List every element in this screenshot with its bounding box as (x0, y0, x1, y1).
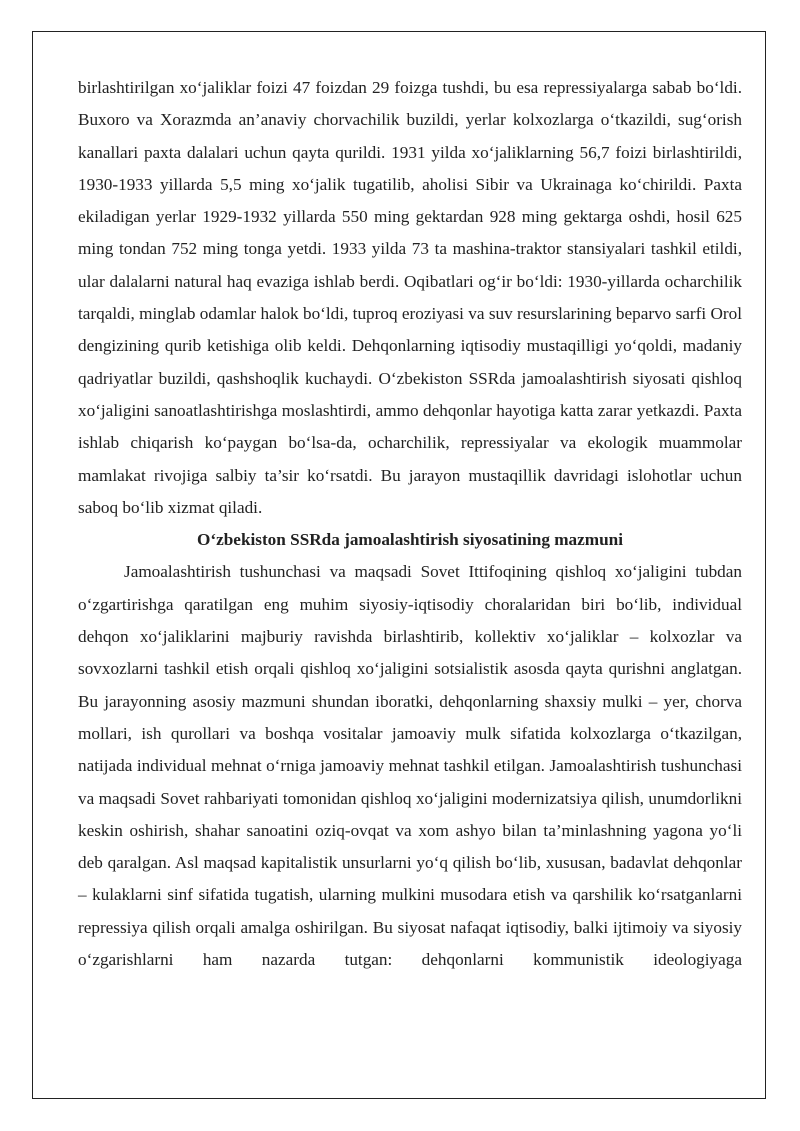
paragraph-section-intro: Jamoalashtirish tushunchasi va maqsadi Sovet Ittifoqining qishloq xo‘jaligini tubdan o‘zgartirishga qaratilgan eng muhim siyosiy-iqtisodiy choralaridan biri bo‘lib, individual dehqon xo‘jaliklarini majburiy ravishda birlashtirib, kollektiv xo‘jaliklar – kolxozlar va sovxozlarni tashkil etish orqali qishloq xo‘jaligini sotsialistik asosda qayta qurishni anglatgan. Bu jarayonning asosiy mazmuni shundan iboratki, dehqonlarning shaxsiy mulki – yer, chorva mollari, ish qurollari va boshqa vositalar jamoaviy mulk sifatida kolxozlarga o‘tkazilgan, natijada individual mehnat o‘rniga jamoaviy mehnat tashkil etilgan. Jamoalashtirish tushunchasi va maqsadi Sovet rahbariyati tomonidan qishloq xo‘jaligini modernizatsiya qilish, unumdorlikni keskin oshirish, shahar sanoatini oziq-ovqat va xom ashyo bilan ta’minlashning yagona yo‘li deb qaralgan. Asl maqsad kapitalistik unsurlarni yo‘q qilish bo‘lib, xususan, badavlat dehqonlar – kulaklarni sinf sifatida tugatish, ularning mulkini musodara etish va qarshilik ko‘rsatganlarni repressiya qilish orqali amalga oshirilgan. Bu siyosat nafaqat iqtisodiy, balki ijtimoiy va siyosiy o‘zgarishlarni ham nazarda tutgan: dehqonlarni kommunistik ideologiyaga (78, 562, 742, 970)
section-heading: O‘zbekiston SSRda jamoalashtirish siyosatining mazmuni (197, 530, 623, 550)
paragraph-continuation: birlashtirilgan xo‘jaliklar foizi 47 foizdan 29 foizga tushdi, bu esa repressiyalarga sabab bo‘ldi. Buxoro va Xorazmda an’anaviy chorvachilik buzildi, yerlar kolxozlarga o‘tkazildi, sug‘orish kanallari paxta dalalari uchun qayta qurildi. 1931 yilda xo‘jaliklarning 56,7 foizi birlashtirildi, 1930-1933 yillarda 5,5 ming xo‘jalik tugatilib, aholisi Sibir va Ukrainaga ko‘chirildi. Paxta ekiladigan yerlar 1929-1932 yillarda 550 ming gektardan 928 ming gektarga oshdi, hosil 625 ming tondan 752 ming tonga yetdi. 1933 yilda 73 ta mashina-traktor stansiyalari tashkil etildi, ular dalalarni natural haq evaziga ishlab berdi. Oqibatlari og‘ir bo‘ldi: 1930-yillarda ocharchilik tarqaldi, minglab odamlar halok bo‘ldi, tuproq eroziyasi va suv resurslarining beparvo sarfi Orol dengizining qurib ketishiga olib keldi. Dehqonlarning iqtisodiy mustaqilligi yo‘qoldi, madaniy qadriyatlar buzildi, qashshoqlik kuchaydi. O‘zbekiston SSRda jamoalashtirish siyosati qishloq xo‘jaligini sanoatlashtirishga moslashtirdi, ammo dehqonlar hayotiga katta zarar yetkazdi. Paxta ishlab chiqarish ko‘paygan bo‘lsa-da, ocharchilik, repressiyalar va ekologik muammolar mamlakat rivojiga salbiy ta’sir ko‘rsatdi. Bu jarayon mustaqillik davridagi islohotlar uchun saboq bo‘lib xizmat qiladi. (78, 78, 742, 517)
document-body (78, 72, 742, 976)
